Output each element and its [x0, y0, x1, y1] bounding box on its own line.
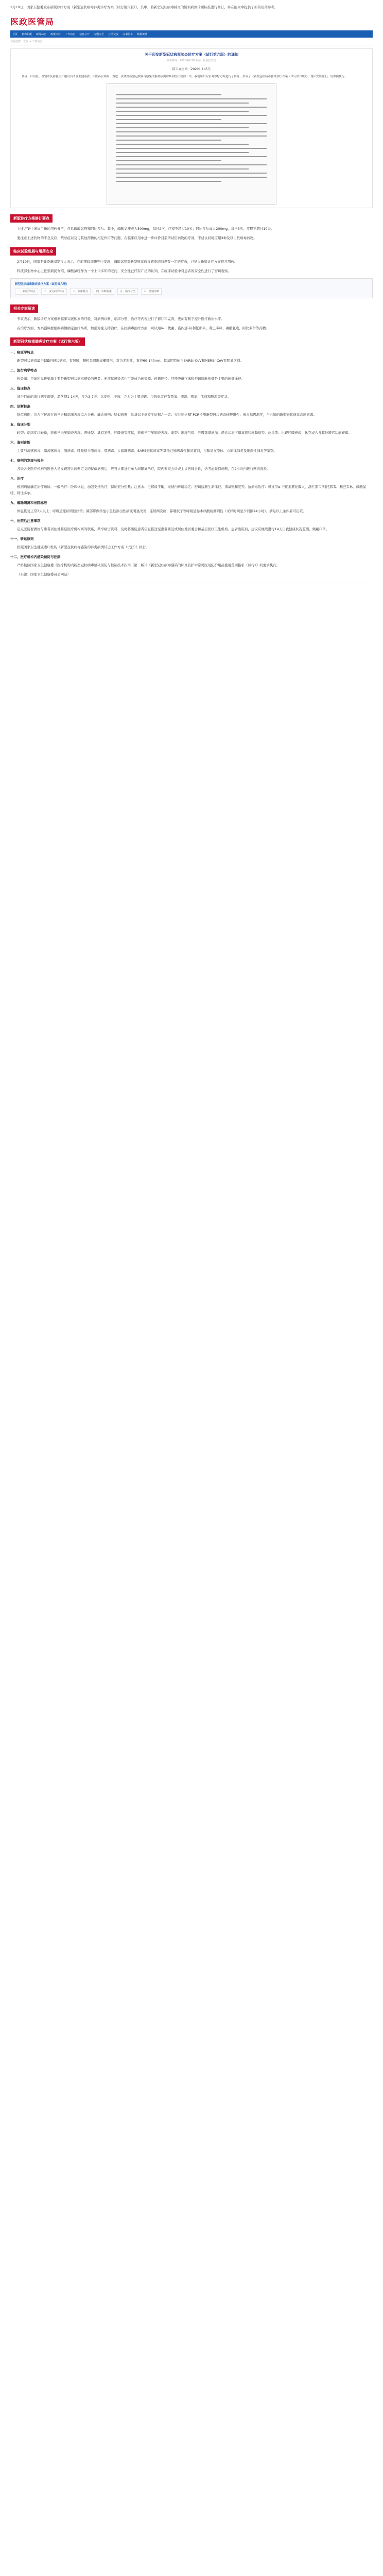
embedded-cell: 四、诊断标准	[94, 288, 114, 295]
nav-item[interactable]: 信息公开	[79, 32, 90, 36]
embedded-cell: 五、临床分型	[117, 288, 138, 295]
plan-heading: 新型冠状病毒肺炎诊疗方案（试行第六版）	[10, 337, 85, 346]
nav-item[interactable]: 新闻动态	[36, 32, 47, 36]
plan-item-text: 主要与流感病毒、副流感病毒、腺病毒、呼吸道合胞病毒、鼻病毒、人偏肺病毒、SARS冠状病毒等其他已知病毒性肺炎鉴别，与肺炎支原体、衣原体肺炎及细菌性肺炎等鉴别。	[17, 449, 277, 453]
plan-item-text: 定点医院要做好与患者居住地基层医疗机构间的联系，共享病历资料，及时将出院患者信息推送至患者辖区或居住地居委会和基层医疗卫生机构。患者出院后，建议应继续进行14天自我健康状况监测，佩戴口罩。	[17, 527, 329, 531]
nav-item[interactable]: 政策文件	[50, 32, 61, 36]
plan-item-text: 传染源：目前所见传染源主要是新型冠状病毒感染的患者。无症状感染者也可能成为传染源。传播途径：经呼吸道飞沫和密切接触传播是主要的传播途径。	[17, 377, 245, 381]
body-paragraph: 在治疗方面，方案强调要根据病情确定治疗场所，加强对症支持治疗，在抗病毒治疗方面，可试用α-干扰素、洛匹那韦/利托那韦、利巴韦林、磷酸氯喹、阿比多尔等药物。	[17, 326, 269, 330]
plan-item-heading: 七、病例的发现与报告	[10, 459, 44, 463]
footer-divider	[10, 584, 373, 587]
embedded-cell: 六、鉴别诊断	[141, 288, 162, 295]
plan-item-text: 各级各类医疗机构的医务人员发现符合病例定义的疑似病例后，应当立即进行单人间隔离治疗，院内专家会诊或主诊医师会诊，仍考虑疑似病例，在2小时内进行网络直报。	[17, 467, 270, 471]
body-paragraph: 2月19日，国家卫健委新闻发言人表示，在前期临床研究中发现，磷酸氯喹对新型冠状病毒感染的肺炎有一定的疗效，已纳入新版诊疗方案推荐用药。	[17, 260, 238, 264]
embedded-cell: 一、病原学特点	[15, 288, 38, 295]
plan-item-heading: 九、解除隔离和出院标准	[10, 501, 47, 505]
plan-item-text: 体温恢复正常3天以上；呼吸道症状明显好转；肺部影像学显示急性渗出性病变明显改善；连续两次痰、鼻咽拭子等呼吸道标本核酸检测阴性（采样时间至少间隔24小时）。满足以上条件者可出院。	[17, 509, 306, 513]
plan-item-heading: 二、流行病学特点	[10, 368, 37, 372]
nav-item[interactable]: 数据统计	[137, 32, 148, 36]
section-heading: 相关专家解读	[10, 304, 38, 313]
plan-item-text: 按照国家卫生健康委印发的《新型冠状病毒感染的肺炎病例转运工作方案（试行）》执行。	[17, 545, 149, 549]
nav-item[interactable]: 办事服务	[123, 32, 133, 36]
document-number: 国卫办医函〔2020〕145号	[172, 67, 211, 71]
embedded-screenshot	[10, 278, 373, 298]
plan-item-text: 严格按照国家卫生健康委《医疗机构内新型冠状病毒感染预防与控制技术指南（第一版）》《新型冠状病毒感染的肺炎防护中常见医用防护用品使用范围指引（试行）》的要求执行。	[17, 563, 280, 567]
nav-item[interactable]: 专题专栏	[94, 32, 105, 36]
plan-item-text: 根据病情确定治疗场所。一般治疗：卧床休息，加强支持治疗，保证充分热量；注意水、电解质平衡，维持内环境稳定；密切监测生命体征、指氧饱和度等。抗病毒治疗：可试用α-干扰素雾化吸入、洛匹那韦/利托那韦、利巴韦林、磷酸氯喹、阿比多尔。	[10, 485, 367, 495]
plan-item-heading: 四、诊断标准	[10, 404, 30, 409]
body-paragraph: 要注意上述药物的不良反应、禁忌症以及与其他药物的相互作用等问题，在临床应用中进一步评价目前所试用药物的疗效，不建议同时应用3种及以上抗病毒药物。	[17, 236, 257, 240]
plan-item-heading: 八、治疗	[10, 477, 24, 481]
document-meta: 发布时间：2020-02-19 来源：医政医管局	[167, 59, 216, 62]
plan-item-text: 新型冠状病毒属于β属的冠状病毒，有包膜，颗粒呈圆形或椭圆形，常为多形性，直径60-140nm。其基因特征与SARSr-CoV和MERSr-CoV有明显区别。	[17, 359, 243, 363]
breadcrumb: 当前位置：首页 > 工作动态	[10, 40, 373, 45]
plan-item-heading: 六、鉴别诊断	[10, 440, 30, 445]
plan-item-text: 基于目前的流行病学调查，潜伏期1-14天，多为3-7天。以发热、干咳、乏力为主要表现。少数患者伴有鼻塞、流涕、咽痛、肌痛和腹泻等症状。	[17, 395, 231, 399]
body-paragraph: 科技部生物中心主任张新民介绍，磷酸氯喹作为一个上市多年的老药，安全性已经有广泛的认知，在临床试验中对患者的安全性进行了密切观察。	[17, 269, 231, 273]
page	[10, 0, 373, 587]
document-paragraph: 各省、自治区、直辖市及新疆生产建设兵团卫生健康委、中医药管理局：为进一步做好新型冠状病毒感染的肺炎病例诊断和医疗救治工作，我们组织专家对诊疗方案进行了修订，形成了《新型冠状病毒肺炎诊疗方案（试行第六版）》，现印发给你们，请参照执行。	[22, 75, 347, 78]
document-page-image	[16, 83, 367, 205]
plan-item-text: 轻型：临床症状轻微，影像学未见肺炎表现。普通型：具有发热、呼吸道等症状，影像学可见肺炎表现。重型：出现气促、呼吸频率增加、静息状态下指氧饱和度降低等。危重型：出现呼吸衰竭、休克或合并其他器官功能衰竭。	[17, 431, 352, 435]
nav-item[interactable]: 首页	[12, 32, 18, 36]
nav-item[interactable]: 互动交流	[108, 32, 119, 36]
nav-item[interactable]: 机构职能	[22, 32, 32, 36]
plan-item-heading: 五、临床分型	[10, 422, 30, 427]
site-logo[interactable]: 医政医管局	[10, 17, 55, 27]
body-paragraph: 专家表示，新版诊疗方案根据临床实践积累的经验，对病例诊断、临床分型、治疗等内容进行了修订和完善，更加有利于提升医疗救治水平。	[17, 317, 224, 321]
plan-item-text: 疑似病例：结合下述流行病学史和临床表现综合分析。确诊病例：疑似病例，具备以下病原学证据之一者：实时荧光RT-PCR检测新型冠状病毒核酸阳性；病毒基因测序，与已知的新型冠状病毒高度同源。	[17, 413, 317, 417]
plan-item-heading: 一、病原学特点	[10, 350, 34, 354]
embedded-screenshot-title: 新型冠状病毒肺炎诊疗方案（试行第六版）	[15, 283, 69, 286]
plan-item-heading: 十二、医疗机构内感染预防与控制	[10, 555, 61, 559]
embedded-cell: 二、流行病学特点	[41, 288, 67, 295]
scanned-page	[107, 83, 276, 205]
intro-text: 2月19日，国家卫健委发布新版诊疗方案《新型冠状病毒肺炎诊疗方案（试行第六版）》，其中，将新型冠状病毒肺炎的疑似病例诊断标准进行修订，并在附录中提供了新的用药参考。	[10, 5, 278, 9]
embedded-cell: 三、临床特点	[70, 288, 91, 295]
plan-item-heading: 三、临床特点	[10, 386, 30, 391]
body-paragraph: 上述方案中增加了新的用药参考，包括磷酸氯喹和阿比多尔。其中，磷酸氯喹成人500mg，每日2次，疗程不超过10天；阿比多尔成人200mg，每日3次，疗程不超过10天。	[17, 227, 274, 231]
source-note: （来源：国家卫生健康委员会网站）	[17, 572, 71, 577]
section-heading: 临床试验进展与用药安全	[10, 247, 56, 256]
plan-item-heading: 十、出院后注意事项	[10, 519, 41, 523]
plan-item-heading: 十一、转运原则	[10, 537, 34, 541]
document-frame	[10, 48, 373, 208]
section-heading: 新版诊疗方案修订要点	[10, 214, 53, 223]
nav-item[interactable]: 工作动态	[65, 32, 76, 36]
document-title: 关于印发新型冠状病毒肺炎诊疗方案（试行第六版）的通知	[145, 53, 238, 57]
plan-body	[10, 350, 373, 568]
site-nav	[10, 30, 373, 38]
